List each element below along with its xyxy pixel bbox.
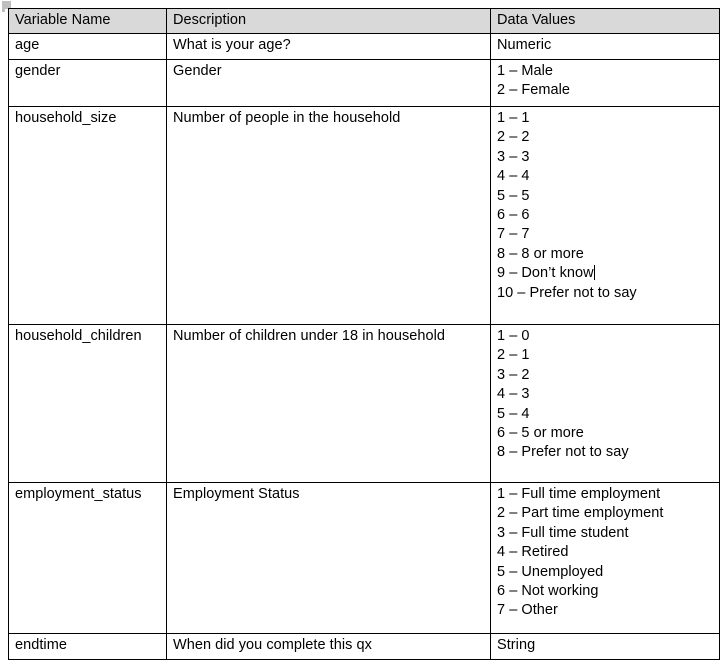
- cell-variable-name: age: [9, 34, 167, 60]
- data-value-text: 1 – 1: [497, 110, 530, 126]
- data-values-list: [497, 636, 719, 655]
- table-row: [9, 34, 720, 60]
- data-value-item: [497, 81, 719, 100]
- cell-description: Number of children under 18 in household: [167, 325, 491, 483]
- cell-data-values: [491, 483, 720, 634]
- data-values-list: [497, 327, 719, 463]
- variable-specification-table: [8, 8, 720, 660]
- data-value-item: [497, 327, 719, 346]
- data-value-item: [497, 504, 719, 523]
- data-value-item: [497, 167, 719, 186]
- data-value-item: [497, 601, 719, 620]
- data-value-item: [497, 346, 719, 365]
- data-values-list: [497, 62, 719, 101]
- table-row: [9, 634, 720, 660]
- data-value-text: 3 – Full time student: [497, 524, 629, 541]
- data-value-item: [497, 62, 719, 81]
- data-value-item: [497, 485, 719, 504]
- text-cursor-caret: [594, 265, 595, 280]
- data-value-text: 4 – 3: [497, 386, 530, 403]
- data-value-text: 2 – Part time employment: [497, 505, 664, 522]
- data-value-item: [497, 109, 719, 128]
- data-value-item: [497, 366, 719, 385]
- column-header-variable-name: Variable Name: [9, 9, 167, 34]
- data-value-item: [497, 148, 719, 167]
- cell-data-values: [491, 34, 720, 60]
- column-header-data-values: Data Values: [491, 9, 720, 34]
- data-value-text: 2 – 1: [497, 347, 530, 364]
- data-value-text: Numeric: [497, 37, 552, 53]
- data-value-item: [497, 284, 719, 303]
- data-value-item: [497, 385, 719, 404]
- data-value-text: String: [497, 637, 536, 653]
- data-value-item: [497, 543, 719, 562]
- data-values-list: [497, 109, 719, 303]
- table-row: [9, 60, 720, 107]
- data-value-text: 6 – 5 or more: [497, 425, 584, 442]
- data-value-text: 9 – Don’t know: [497, 265, 594, 282]
- table-header: [9, 9, 720, 34]
- data-value-text: 6 – 6: [497, 207, 530, 224]
- cell-data-values: [491, 325, 720, 483]
- data-value-text: 8 – 8 or more: [497, 245, 584, 262]
- cell-description: Number of people in the household: [167, 107, 491, 325]
- data-value-text: 4 – 4: [497, 168, 530, 185]
- data-value-item: [497, 636, 719, 655]
- cell-variable-name: endtime: [9, 634, 167, 660]
- data-value-item: [497, 36, 719, 55]
- data-value-text: 1 – Male: [497, 63, 554, 79]
- data-value-text: 3 – 2: [497, 366, 530, 383]
- data-value-item: [497, 524, 719, 543]
- column-header-description: Description: [167, 9, 491, 34]
- data-values-list: [497, 36, 719, 55]
- data-value-text: 7 – Other: [497, 602, 558, 619]
- data-value-text: 7 – 7: [497, 226, 530, 243]
- data-value-text: 1 – 0: [497, 328, 530, 344]
- data-values-list: [497, 485, 719, 621]
- data-value-text: 10 – Prefer not to say: [497, 284, 637, 301]
- data-value-item: [497, 206, 719, 225]
- data-value-item: [497, 582, 719, 601]
- data-value-text: 6 – Not working: [497, 583, 599, 600]
- cell-description: When did you complete this qx: [167, 634, 491, 660]
- cell-variable-name: household_children: [9, 325, 167, 483]
- data-value-text: 8 – Prefer not to say: [497, 444, 629, 461]
- cell-variable-name: household_size: [9, 107, 167, 325]
- data-value-item: [497, 128, 719, 147]
- data-value-item: [497, 405, 719, 424]
- cell-data-values: [491, 634, 720, 660]
- cell-description: Employment Status: [167, 483, 491, 634]
- table-row: [9, 483, 720, 634]
- cell-description: What is your age?: [167, 34, 491, 60]
- cell-data-values: [491, 60, 720, 107]
- data-value-text: 4 – Retired: [497, 544, 569, 561]
- data-value-text: 5 – 4: [497, 405, 530, 422]
- table-row: [9, 325, 720, 483]
- data-value-item: [497, 187, 719, 206]
- data-value-text: 5 – Unemployed: [497, 563, 604, 580]
- table-header-row: [9, 9, 720, 34]
- data-value-item: [497, 424, 719, 443]
- cell-variable-name: employment_status: [9, 483, 167, 634]
- data-value-item: [497, 225, 719, 244]
- data-value-item: [497, 443, 719, 462]
- data-value-item: [497, 245, 719, 264]
- table-row: [9, 107, 720, 325]
- cell-variable-name: gender: [9, 60, 167, 107]
- data-value-text: 2 – 2: [497, 129, 530, 146]
- data-value-item: [497, 264, 719, 283]
- data-value-text: 1 – Full time employment: [497, 486, 661, 502]
- cell-description: Gender: [167, 60, 491, 107]
- data-value-text: 5 – 5: [497, 187, 530, 204]
- data-value-text: 3 – 3: [497, 148, 530, 165]
- table-body: [9, 34, 720, 660]
- data-value-item: [497, 563, 719, 582]
- data-value-text: 2 – Female: [497, 82, 571, 99]
- cell-data-values: [491, 107, 720, 325]
